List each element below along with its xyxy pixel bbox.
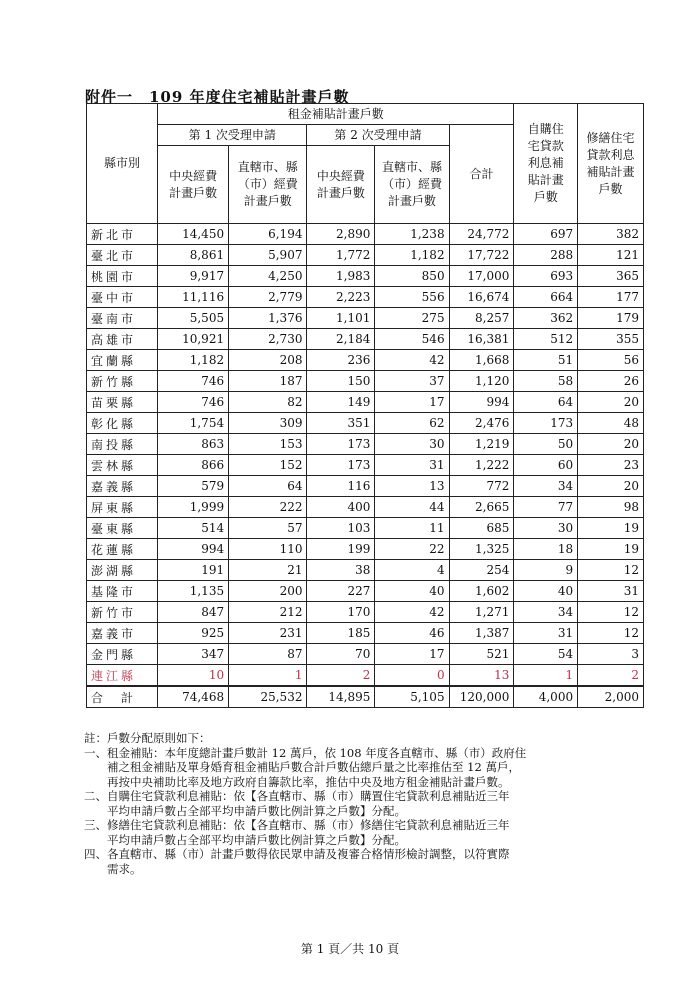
c2-cell: 2,184 [307, 329, 375, 350]
repair-cell: 2,000 [578, 686, 644, 708]
purchase-cell: 9 [514, 560, 578, 581]
county-name-cell: 新竹縣 [87, 371, 158, 392]
c1-cell: 191 [158, 560, 229, 581]
c2-cell: 351 [307, 413, 375, 434]
repair-cell: 12 [578, 623, 644, 644]
repair-cell: 355 [578, 329, 644, 350]
total-header: 合計 [449, 125, 514, 224]
purchase-cell: 288 [514, 245, 578, 266]
l1-cell: 57 [229, 518, 307, 539]
l2-cell: 40 [375, 581, 449, 602]
c2-cell: 173 [307, 434, 375, 455]
purchase-cell: 54 [514, 644, 578, 665]
total-cell: 521 [449, 644, 514, 665]
table-row [87, 392, 644, 413]
table-row [87, 455, 644, 476]
c2-cell: 14,895 [307, 686, 375, 708]
table-row [87, 644, 644, 665]
table-row [87, 518, 644, 539]
l2-cell: 1,182 [375, 245, 449, 266]
purchase-cell: 77 [514, 497, 578, 518]
county-name-cell: 雲林縣 [87, 455, 158, 476]
l1-cell: 208 [229, 350, 307, 371]
purchase-cell: 51 [514, 350, 578, 371]
table-row [87, 350, 644, 371]
l1-cell: 187 [229, 371, 307, 392]
l1-cell: 6,194 [229, 224, 307, 245]
total-cell: 16,674 [449, 287, 514, 308]
total-row [87, 686, 644, 708]
round2-header: 第 2 次受理申請 [307, 125, 449, 146]
county-name-cell: 合 計 [87, 686, 158, 708]
county-name-cell: 嘉義市 [87, 623, 158, 644]
table-row [87, 224, 644, 245]
table-row [87, 245, 644, 266]
c1-cell: 925 [158, 623, 229, 644]
purchase-cell: 31 [514, 623, 578, 644]
note-line: 三、修繕住宅貸款利息補貼：依【各直轄市、縣（市）修繕住宅貸款利息補貼近三年 [84, 818, 510, 832]
table-row [87, 665, 644, 687]
c2-cell: 199 [307, 539, 375, 560]
table-row [87, 371, 644, 392]
purchase-cell: 693 [514, 266, 578, 287]
table-row [87, 497, 644, 518]
county-name-cell: 高雄市 [87, 329, 158, 350]
total-cell: 1,387 [449, 623, 514, 644]
l1-cell: 64 [229, 476, 307, 497]
note-line: 再按中央補助比率及地方政府自籌款比率，推估中央及地方租金補貼計畫戶數。 [84, 774, 510, 789]
l2-cell: 1,238 [375, 224, 449, 245]
county-name-cell: 嘉義縣 [87, 476, 158, 497]
l1-cell: 153 [229, 434, 307, 455]
l2-cell: 275 [375, 308, 449, 329]
repair-cell: 19 [578, 539, 644, 560]
c2-cell: 1,983 [307, 266, 375, 287]
purchase-cell: 60 [514, 455, 578, 476]
county-name-cell: 臺南市 [87, 308, 158, 329]
note-line: 平均申請戶數占全部平均申請戶數比例計算之戶數】分配。 [84, 803, 406, 818]
l1-cell: 1,376 [229, 308, 307, 329]
county-name-cell: 宜蘭縣 [87, 350, 158, 371]
note-line: 四、各直轄市、縣（市）計畫戶數得依民眾申請及複審合格情形檢討調整，以符實際 [84, 847, 510, 861]
c2-cell: 2,223 [307, 287, 375, 308]
purchase-cell: 173 [514, 413, 578, 434]
l1-cell: 309 [229, 413, 307, 434]
purchase-cell: 697 [514, 224, 578, 245]
l2-cell: 37 [375, 371, 449, 392]
c1-cell: 1,182 [158, 350, 229, 371]
c1-cell: 514 [158, 518, 229, 539]
repair-cell: 48 [578, 413, 644, 434]
table-header [87, 104, 644, 224]
repair-cell: 3 [578, 644, 644, 665]
table-row [87, 476, 644, 497]
repair-cell: 23 [578, 455, 644, 476]
total-cell: 13 [449, 665, 514, 687]
c2-cell: 227 [307, 581, 375, 602]
l1-cell: 152 [229, 455, 307, 476]
c1-cell: 866 [158, 455, 229, 476]
c2-cell: 1,772 [307, 245, 375, 266]
note-line: 二、自購住宅貸款利息補貼：依【各直轄市、縣（市）購置住宅貸款利息補貼近三年 [84, 789, 510, 803]
repair-cell: 12 [578, 560, 644, 581]
table-row [87, 287, 644, 308]
total-cell: 1,668 [449, 350, 514, 371]
l2-cell: 22 [375, 539, 449, 560]
total-cell: 685 [449, 518, 514, 539]
table-row [87, 560, 644, 581]
c2-cell: 150 [307, 371, 375, 392]
table-row [87, 623, 644, 644]
c1-cell: 579 [158, 476, 229, 497]
county-name-cell: 花蓮縣 [87, 539, 158, 560]
note-line: 一、租金補貼：本年度總計畫戶數計 12 萬戶，依 108 年度各直轄市、縣（市）政府住 [84, 745, 527, 760]
local-header-1: 直轄市、縣（市）經費計畫戶數 [229, 146, 307, 224]
c2-cell: 2,890 [307, 224, 375, 245]
l2-cell: 5,105 [375, 686, 449, 708]
l1-cell: 2,779 [229, 287, 307, 308]
l1-cell: 87 [229, 644, 307, 665]
c1-cell: 1,135 [158, 581, 229, 602]
l1-cell: 110 [229, 539, 307, 560]
c1-cell: 10 [158, 665, 229, 687]
l2-cell: 17 [375, 644, 449, 665]
total-cell: 17,722 [449, 245, 514, 266]
county-name-cell: 南投縣 [87, 434, 158, 455]
table-row [87, 308, 644, 329]
l1-cell: 82 [229, 392, 307, 413]
l2-cell: 11 [375, 518, 449, 539]
l2-cell: 31 [375, 455, 449, 476]
table-body [87, 224, 644, 708]
c2-cell: 170 [307, 602, 375, 623]
total-cell: 994 [449, 392, 514, 413]
total-cell: 1,602 [449, 581, 514, 602]
note-line: 補之租金補貼及單身婚育租金補貼戶數合計戶數佔總戶量之比率推估至 12 萬戶， [84, 760, 520, 774]
note-line: 註：戶數分配原則如下： [84, 731, 211, 745]
l2-cell: 4 [375, 560, 449, 581]
l2-cell: 44 [375, 497, 449, 518]
l2-cell: 13 [375, 476, 449, 497]
purchase-cell: 18 [514, 539, 578, 560]
c2-cell: 400 [307, 497, 375, 518]
c1-cell: 8,861 [158, 245, 229, 266]
total-cell: 1,271 [449, 602, 514, 623]
county-name-cell: 新竹市 [87, 602, 158, 623]
central-header-1: 中央經費計畫戶數 [158, 146, 229, 224]
county-name-cell: 臺中市 [87, 287, 158, 308]
county-name-cell: 基隆市 [87, 581, 158, 602]
county-name-cell: 金門縣 [87, 644, 158, 665]
repair-cell: 26 [578, 371, 644, 392]
page-title: 附件一 109 年度住宅補貼計畫戶數 [85, 88, 350, 106]
subsidy-table [86, 103, 644, 708]
repair-cell: 382 [578, 224, 644, 245]
total-cell: 1,120 [449, 371, 514, 392]
l1-cell: 231 [229, 623, 307, 644]
total-cell: 16,381 [449, 329, 514, 350]
l2-cell: 546 [375, 329, 449, 350]
county-name-cell: 臺北市 [87, 245, 158, 266]
purchase-cell: 34 [514, 476, 578, 497]
repair-cell: 20 [578, 434, 644, 455]
c2-cell: 103 [307, 518, 375, 539]
c2-cell: 173 [307, 455, 375, 476]
central-header-2: 中央經費計畫戶數 [307, 146, 375, 224]
purchase-cell: 64 [514, 392, 578, 413]
repair-cell: 121 [578, 245, 644, 266]
total-cell: 8,257 [449, 308, 514, 329]
c1-cell: 9,917 [158, 266, 229, 287]
note-line: 需求。 [84, 861, 142, 876]
table-row [87, 413, 644, 434]
county-name-cell: 桃園市 [87, 266, 158, 287]
c2-cell: 70 [307, 644, 375, 665]
round1-header: 第 1 次受理申請 [158, 125, 307, 146]
purchase-cell: 512 [514, 329, 578, 350]
total-cell: 17,000 [449, 266, 514, 287]
county-name-cell: 屏東縣 [87, 497, 158, 518]
note-line: 平均申請戶數占全部平均申請戶數比例計算之戶數】分配。 [84, 832, 406, 847]
page-footer: 第 1 頁／共 10 頁 [300, 942, 400, 956]
county-name-cell: 澎湖縣 [87, 560, 158, 581]
repair-cell: 177 [578, 287, 644, 308]
c1-cell: 746 [158, 392, 229, 413]
total-cell: 1,325 [449, 539, 514, 560]
repair-cell: 98 [578, 497, 644, 518]
repair-cell: 19 [578, 518, 644, 539]
purchase-cell: 664 [514, 287, 578, 308]
l2-cell: 556 [375, 287, 449, 308]
repair-cell: 179 [578, 308, 644, 329]
repair-cell: 56 [578, 350, 644, 371]
table-row [87, 602, 644, 623]
l2-cell: 0 [375, 665, 449, 687]
c2-cell: 2 [307, 665, 375, 687]
total-cell: 2,476 [449, 413, 514, 434]
l2-cell: 42 [375, 350, 449, 371]
c1-cell: 994 [158, 539, 229, 560]
local-header-2: 直轄市、縣（市）經費計畫戶數 [375, 146, 449, 224]
purchase-cell: 362 [514, 308, 578, 329]
l1-cell: 1 [229, 665, 307, 687]
l1-cell: 212 [229, 602, 307, 623]
county-name-cell: 彰化縣 [87, 413, 158, 434]
l1-cell: 222 [229, 497, 307, 518]
total-cell: 120,000 [449, 686, 514, 708]
c1-cell: 863 [158, 434, 229, 455]
c1-cell: 14,450 [158, 224, 229, 245]
table-row [87, 329, 644, 350]
total-cell: 24,772 [449, 224, 514, 245]
c2-cell: 1,101 [307, 308, 375, 329]
l2-cell: 42 [375, 602, 449, 623]
l1-cell: 200 [229, 581, 307, 602]
l1-cell: 25,532 [229, 686, 307, 708]
total-cell: 1,219 [449, 434, 514, 455]
l2-cell: 46 [375, 623, 449, 644]
c2-cell: 149 [307, 392, 375, 413]
repair-loan-header: 修繕住宅貸款利息補貼計畫戶數 [578, 104, 644, 224]
total-cell: 772 [449, 476, 514, 497]
l2-cell: 30 [375, 434, 449, 455]
c1-cell: 5,505 [158, 308, 229, 329]
purchase-cell: 1 [514, 665, 578, 687]
c1-cell: 1,999 [158, 497, 229, 518]
c2-cell: 116 [307, 476, 375, 497]
notes [84, 731, 624, 876]
l2-cell: 17 [375, 392, 449, 413]
c2-cell: 236 [307, 350, 375, 371]
c1-cell: 347 [158, 644, 229, 665]
purchase-cell: 30 [514, 518, 578, 539]
repair-cell: 31 [578, 581, 644, 602]
purchase-cell: 34 [514, 602, 578, 623]
purchase-loan-header: 自購住宅貸款利息補貼計畫戶數 [514, 104, 578, 224]
table-row [87, 266, 644, 287]
c1-cell: 746 [158, 371, 229, 392]
c1-cell: 1,754 [158, 413, 229, 434]
county-name-cell: 臺東縣 [87, 518, 158, 539]
rent-subsidy-header: 租金補貼計畫戶數 [158, 104, 514, 125]
c1-cell: 847 [158, 602, 229, 623]
c1-cell: 10,921 [158, 329, 229, 350]
table-row [87, 434, 644, 455]
county-name-cell: 苗栗縣 [87, 392, 158, 413]
purchase-cell: 40 [514, 581, 578, 602]
c2-cell: 185 [307, 623, 375, 644]
repair-cell: 20 [578, 392, 644, 413]
county-name-cell: 連江縣 [87, 665, 158, 687]
total-cell: 2,665 [449, 497, 514, 518]
repair-cell: 2 [578, 665, 644, 687]
purchase-cell: 4,000 [514, 686, 578, 708]
l2-cell: 850 [375, 266, 449, 287]
total-cell: 254 [449, 560, 514, 581]
repair-cell: 12 [578, 602, 644, 623]
l1-cell: 4,250 [229, 266, 307, 287]
purchase-cell: 50 [514, 434, 578, 455]
table-row [87, 581, 644, 602]
c1-cell: 74,468 [158, 686, 229, 708]
county-name-cell: 新北市 [87, 224, 158, 245]
county-header: 縣市別 [87, 104, 158, 224]
total-cell: 1,222 [449, 455, 514, 476]
c1-cell: 11,116 [158, 287, 229, 308]
repair-cell: 20 [578, 476, 644, 497]
purchase-cell: 58 [514, 371, 578, 392]
table-row [87, 539, 644, 560]
c2-cell: 38 [307, 560, 375, 581]
l1-cell: 21 [229, 560, 307, 581]
l1-cell: 5,907 [229, 245, 307, 266]
l2-cell: 62 [375, 413, 449, 434]
repair-cell: 365 [578, 266, 644, 287]
l1-cell: 2,730 [229, 329, 307, 350]
